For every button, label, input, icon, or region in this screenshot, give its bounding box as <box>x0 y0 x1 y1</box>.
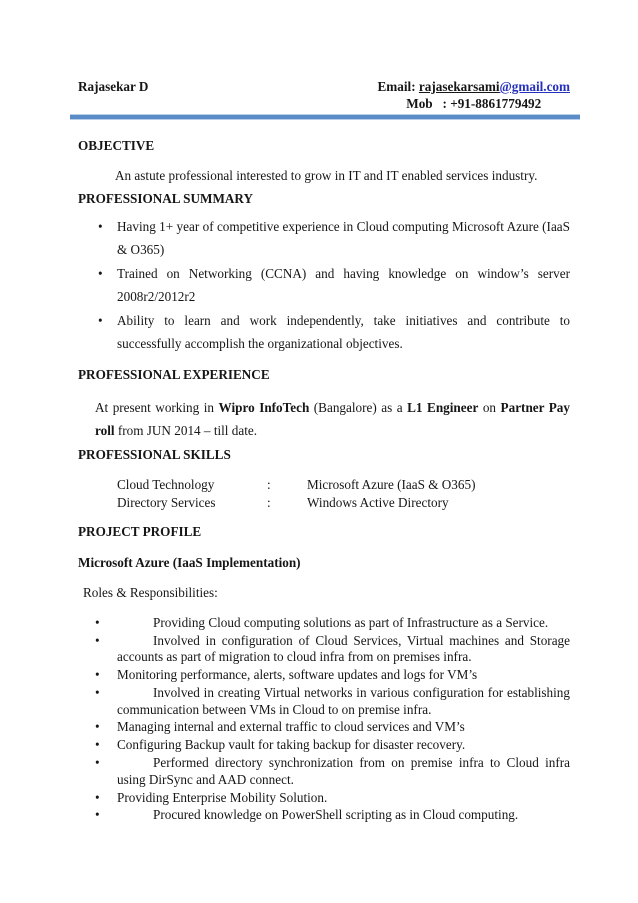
role-bullet-text: Providing Enterprise Mobility Solution. <box>117 789 328 805</box>
summary-list <box>78 216 570 355</box>
experience-paragraph <box>78 397 570 442</box>
summary-bullet-text: Having 1+ year of competitive experience in Cloud computing Microsoft Azure (IaaS & O365) <box>117 219 570 257</box>
role-bullet-text: Involved in configuration of Cloud Services, Virtual machines and Storage accounts as part of migration to cloud infra from on premises infra. <box>117 632 570 665</box>
role-bullet-text: Managing internal and external traffic to cloud services and VM’s <box>117 719 465 735</box>
role-bullet <box>78 667 570 683</box>
bullet-icon: • <box>95 737 100 753</box>
experience-text: from JUN 2014 – till date. <box>114 422 258 438</box>
divider-rule <box>70 115 580 119</box>
bullet-icon: • <box>95 667 100 683</box>
role-bullet <box>78 737 570 753</box>
experience-text: At present working in <box>95 400 219 415</box>
bullet-icon: • <box>98 266 103 281</box>
skill-value: Microsoft Azure (IaaS & O365) <box>307 477 476 492</box>
objective-text: An astute professional interested to grow in IT and IT enabled services industry. <box>115 168 538 183</box>
email-domain-text: @gmail.com <box>499 79 570 94</box>
email-link[interactable] <box>419 79 570 94</box>
person-name: Rajasekar D <box>78 79 149 94</box>
bullet-icon: • <box>98 219 103 234</box>
email-user-text: rajasekarsami <box>418 79 500 94</box>
payroll-text: Partner Pay roll <box>95 400 570 438</box>
bullet-icon: • <box>95 789 100 805</box>
summary-bullet-text: Ability to learn and work independently, take initiatives and contribute to successfully accomplish the organizational objectives. <box>117 313 570 351</box>
skill-name: Directory Services <box>117 495 216 510</box>
summary-bullet <box>78 310 570 355</box>
project-subheading: Microsoft Azure (IaaS Implementation) <box>78 555 301 570</box>
experience-text: on <box>478 400 501 415</box>
email-label: Email: <box>377 79 419 94</box>
summary-bullet <box>78 263 570 308</box>
role-bullet-text: Procured knowledge on PowerShell scripting as in Cloud computing. <box>153 807 519 823</box>
role-bullet <box>78 615 570 631</box>
objective-heading: OBJECTIVE <box>78 138 155 153</box>
bullet-icon: • <box>95 807 100 823</box>
bullet-icon: • <box>98 313 103 328</box>
role-bullet <box>78 633 570 666</box>
role-bullet-text: Performed directory synchronization from on premise infra to Cloud infra using DirSync and AAD connect. <box>117 755 570 787</box>
project-heading: PROJECT PROFILE <box>78 524 202 539</box>
bullet-icon: • <box>95 685 100 701</box>
experience-text: (Bangalore) as a <box>309 400 408 415</box>
contact-block <box>378 78 570 112</box>
role-bullet-text: Involved in creating Virtual networks in various configuration for establishing communication between VMs in Cloud to on premise infra. <box>117 685 570 717</box>
company-name: Wipro InfoTech <box>218 400 310 415</box>
skill-separator: : <box>267 495 271 510</box>
bullet-icon: • <box>95 755 100 771</box>
role-bullet <box>78 790 570 806</box>
role-bullet-text: Configuring Backup vault for taking backup for disaster recovery. <box>117 737 466 753</box>
role-bullet <box>78 807 570 823</box>
role-bullet <box>78 755 570 788</box>
header <box>78 78 570 112</box>
skill-row <box>117 476 570 494</box>
roles-label: Roles & Responsibilities: <box>83 585 218 600</box>
email-line <box>378 78 570 95</box>
summary-bullet <box>78 216 570 261</box>
role-bullet-text: Providing Cloud computing solutions as part of Infrastructure as a Service. <box>153 615 549 630</box>
job-title: L1 Engineer <box>407 400 479 415</box>
skills-table <box>78 476 570 512</box>
skill-name: Cloud Technology <box>117 477 215 492</box>
roles-list <box>78 615 570 824</box>
experience-heading: PROFESSIONAL EXPERIENCE <box>78 367 270 382</box>
skill-row <box>117 494 570 512</box>
skill-value: Windows Active Directory <box>307 495 449 510</box>
bullet-icon: • <box>95 632 100 648</box>
skill-separator: : <box>267 477 271 492</box>
bullet-icon: • <box>95 719 100 735</box>
mobile-number: Mob : +91-8861779492 <box>406 96 542 111</box>
summary-heading: PROFESSIONAL SUMMARY <box>78 191 254 206</box>
role-bullet-text: Monitoring performance, alerts, software updates and logs for VM’s <box>117 667 478 683</box>
role-bullet <box>78 685 570 718</box>
skills-heading: PROFESSIONAL SKILLS <box>78 447 231 462</box>
bullet-icon: • <box>95 615 100 630</box>
role-bullet <box>78 719 570 735</box>
summary-bullet-text: Trained on Networking (CCNA) and having knowledge on window’s server 2008r2/2012r2 <box>117 266 570 304</box>
